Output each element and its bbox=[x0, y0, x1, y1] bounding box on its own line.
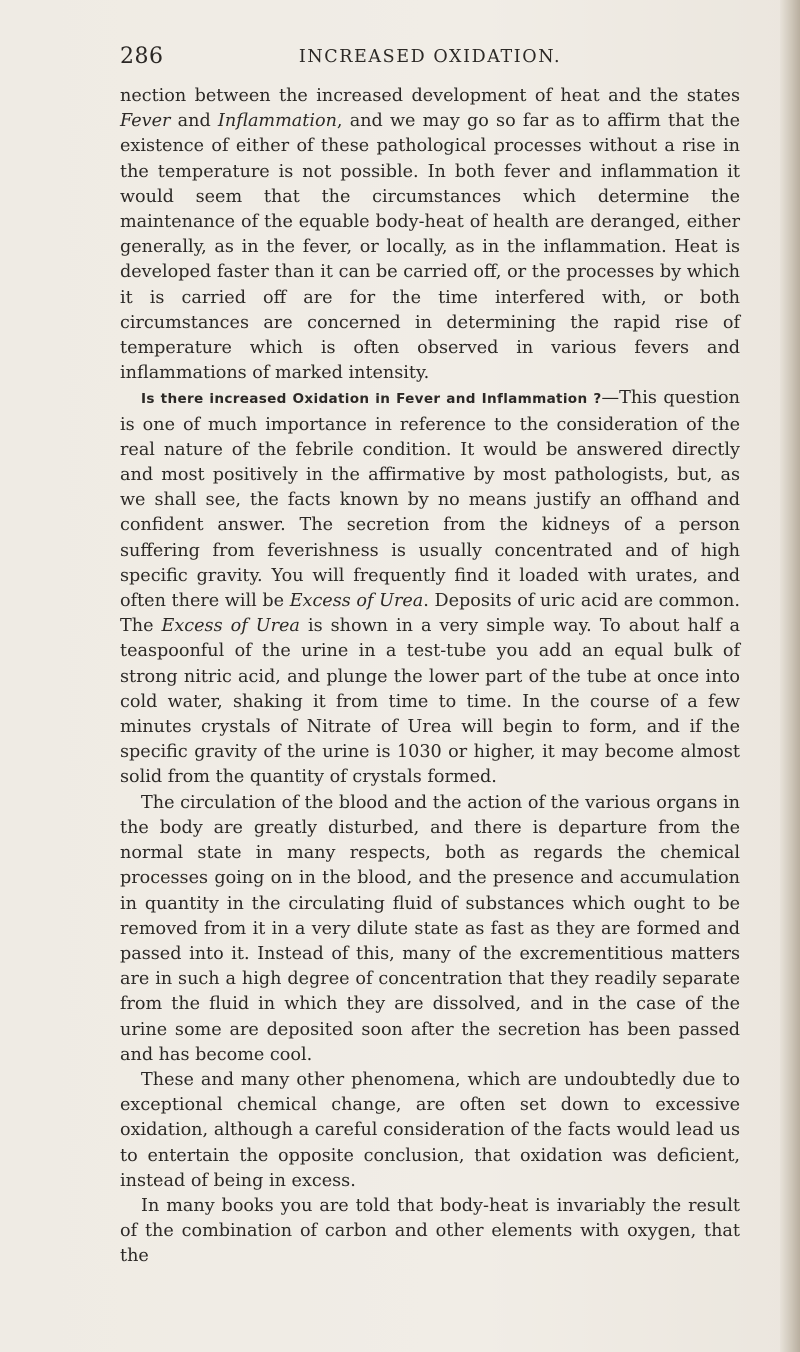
text-run: and bbox=[170, 111, 218, 132]
paragraph-2 bbox=[120, 386, 740, 790]
body-text bbox=[120, 84, 740, 1270]
page-edge-shadow bbox=[780, 0, 800, 1352]
italic-term-fever: Fever bbox=[120, 111, 171, 132]
paragraph-1 bbox=[120, 84, 740, 386]
paragraph-3: The circulation of the blood and the action of the various organs in the body are greatly disturbed, and there is departure from the normal state in many respects, both as regards the chemical processes going on in the blood, and the presence and accumulation in quantity in the circulating fluid of substances which ought to be removed from it in a very dilute state as fast as they are formed and passed into it. Instead of this, many of the excrementitious matters are in such a high degree of concentration that they readily separate from the fluid in which they are dissolved, and in the case of the urine some are deposited soon after the secretion has been passed and has become cool. bbox=[120, 792, 740, 1065]
text-run: nection between the increased development of heat and the states bbox=[120, 86, 740, 106]
italic-term-excess-of-urea: Excess of Urea bbox=[161, 616, 300, 637]
page-header bbox=[120, 44, 740, 72]
page-number: 286 bbox=[120, 44, 164, 69]
running-title: INCREASED OXIDATION. bbox=[298, 47, 562, 67]
text-run: is shown in a very simple way. To about half a teaspoonful of the urine in a test-tube you add an equal bulk of strong nitric acid, and plunge the lower part of the tube at once into cold water, shaking it from time to time. In the course of a few minutes crystals of Nitrate of Urea will begin to form, and if the specific gravity of the urine is 1030 or higher, it may become almost solid from the quantity of crystals formed. bbox=[120, 616, 740, 788]
text-run: , and we may go so far as to affirm that the existence of either of these pathological processes without a rise in the temperature is not possible. In both fever and inflammation it would seem that the circumstances which determine the maintenance of the equable body-heat of health are deranged, either generally, as in the fever, or locally, as in the inflammation. Heat is developed faster than it can be carried off, or the processes by which it is carried off are for the time interfered with, or both circumstances are concerned in determining the rapid rise of temperature which is often observed in various fevers and inflammations of marked intensity. bbox=[120, 111, 740, 384]
text-run: . Deposits of uric acid are common. The bbox=[120, 591, 740, 637]
text-run: —This question is one of much importance in reference to the consideration of the real nature of the febrile condition. It would be answered directly and most positively in the affirmative by most pathologists, but, as we shall see, the facts known by no means justify an offhand and confident answer. The secretion from the kidneys of a person suffering from feverishness is usually concentrated and of high specific gravity. You will frequently find it loaded with urates, and often there will be bbox=[120, 388, 740, 612]
italic-term-inflammation: Inflammation bbox=[217, 111, 337, 132]
paragraph-4: These and many other phenomena, which are undoubtedly due to exceptional chemical change, are often set down to excessive oxidation, although a careful consideration of the facts would lead us to entertain the opposite conclusion, that oxidation was deficient, instead of being in excess. bbox=[120, 1069, 740, 1191]
paragraph-5: In many books you are told that body-heat is invariably the result of the combination of carbon and other elements with oxygen, that the bbox=[120, 1195, 740, 1267]
italic-term-excess-of-urea: Excess of Urea bbox=[289, 591, 424, 612]
section-sidehead: Is there increased Oxidation in Fever and Inflammation ? bbox=[141, 391, 602, 408]
